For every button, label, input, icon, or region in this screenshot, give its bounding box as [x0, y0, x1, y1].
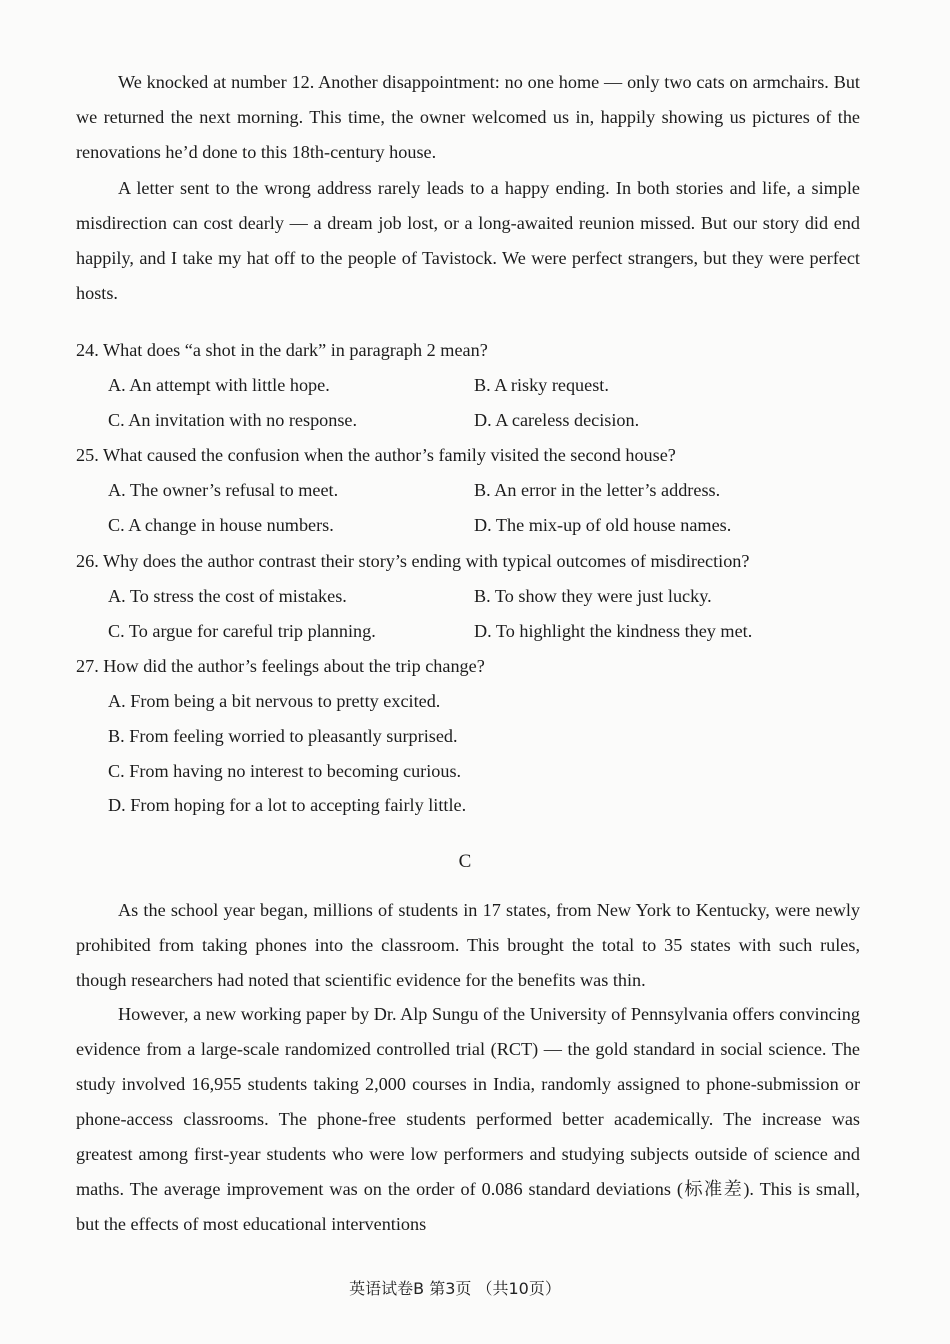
question-26-option-a: A. To stress the cost of mistakes. [108, 586, 347, 606]
passage-paragraph: A letter sent to the wrong address rarely leads to a happy ending. In both stories and life, a simple misdirection can cost dearly — a dream job lost, or a long-awaited reunion missed. But our story did end happily, and I take my hat off to the people of Tavistock. We were perfect strangers, but they were perfect hosts. [76, 178, 860, 303]
question-26-option-c: C. To argue for careful trip planning. [108, 621, 376, 641]
question-27-option-c: C. From having no interest to becoming curious. [108, 761, 462, 781]
question-25-option-b: B. An error in the letter’s address. [474, 480, 721, 500]
passage-paragraph: As the school year began, millions of students in 17 states, from New York to Kentucky, were newly prohibited from taking phones into the classroom. This brought the total to 35 states with such rules, though researchers had noted that scientific evidence for the benefits was thin. [76, 900, 860, 990]
passage-paragraph: However, a new working paper by Dr. Alp Sungu of the University of Pennsylvania offers convincing evidence from a large-scale randomized controlled trial (RCT) — the gold standard in social science. The study involved 16,955 students taking 2,000 courses in India, randomly assigned to phone-submission or phone-access classrooms. The phone-free students performed better academically. The increase was greatest among first-year students who were low performers and studying subjects outside of science and maths. The average improvement was on the order of 0.086 standard deviations (标准差). This is small, but the effects of most educational interventions [76, 1004, 860, 1234]
question-27-option-a: A. From being a bit nervous to pretty excited. [108, 691, 441, 711]
question-24-stem: 24. What does “a shot in the dark” in paragraph 2 mean? [76, 340, 488, 360]
question-27-stem: 27. How did the author’s feelings about the trip change? [76, 656, 485, 676]
question-25-option-a: A. The owner’s refusal to meet. [108, 480, 339, 500]
question-25-stem: 25. What caused the confusion when the author’s family visited the second house? [76, 445, 676, 465]
question-25-option-c: C. A change in house numbers. [108, 515, 334, 535]
question-26-stem: 26. Why does the author contrast their story’s ending with typical outcomes of misdirection? [76, 551, 750, 571]
page-footer-text: 英语试卷B 第3页 （共10页） [349, 1279, 561, 1298]
passage-paragraph: We knocked at number 12. Another disappointment: no one home — only two cats on armchairs. But we returned the next morning. This time, the owner welcomed us in, happily showing us pictures of the renovations he’d done to this 18th-century house. [76, 72, 860, 162]
page-footer [0, 1276, 910, 1298]
question-26-option-b: B. To show they were just lucky. [474, 586, 712, 606]
question-27-option-b: B. From feeling worried to pleasantly surprised. [108, 726, 458, 746]
question-24-option-d: D. A careless decision. [474, 410, 640, 430]
question-26-option-d: D. To highlight the kindness they met. [474, 621, 753, 641]
question-25-option-d: D. The mix-up of old house names. [474, 515, 732, 535]
question-24-option-a: A. An attempt with little hope. [108, 375, 330, 395]
section-heading: C [458, 851, 472, 872]
question-27-option-d: D. From hoping for a lot to accepting fairly little. [108, 795, 467, 815]
question-24-option-c: C. An invitation with no response. [108, 410, 358, 430]
question-24-option-b: B. A risky request. [474, 375, 609, 395]
